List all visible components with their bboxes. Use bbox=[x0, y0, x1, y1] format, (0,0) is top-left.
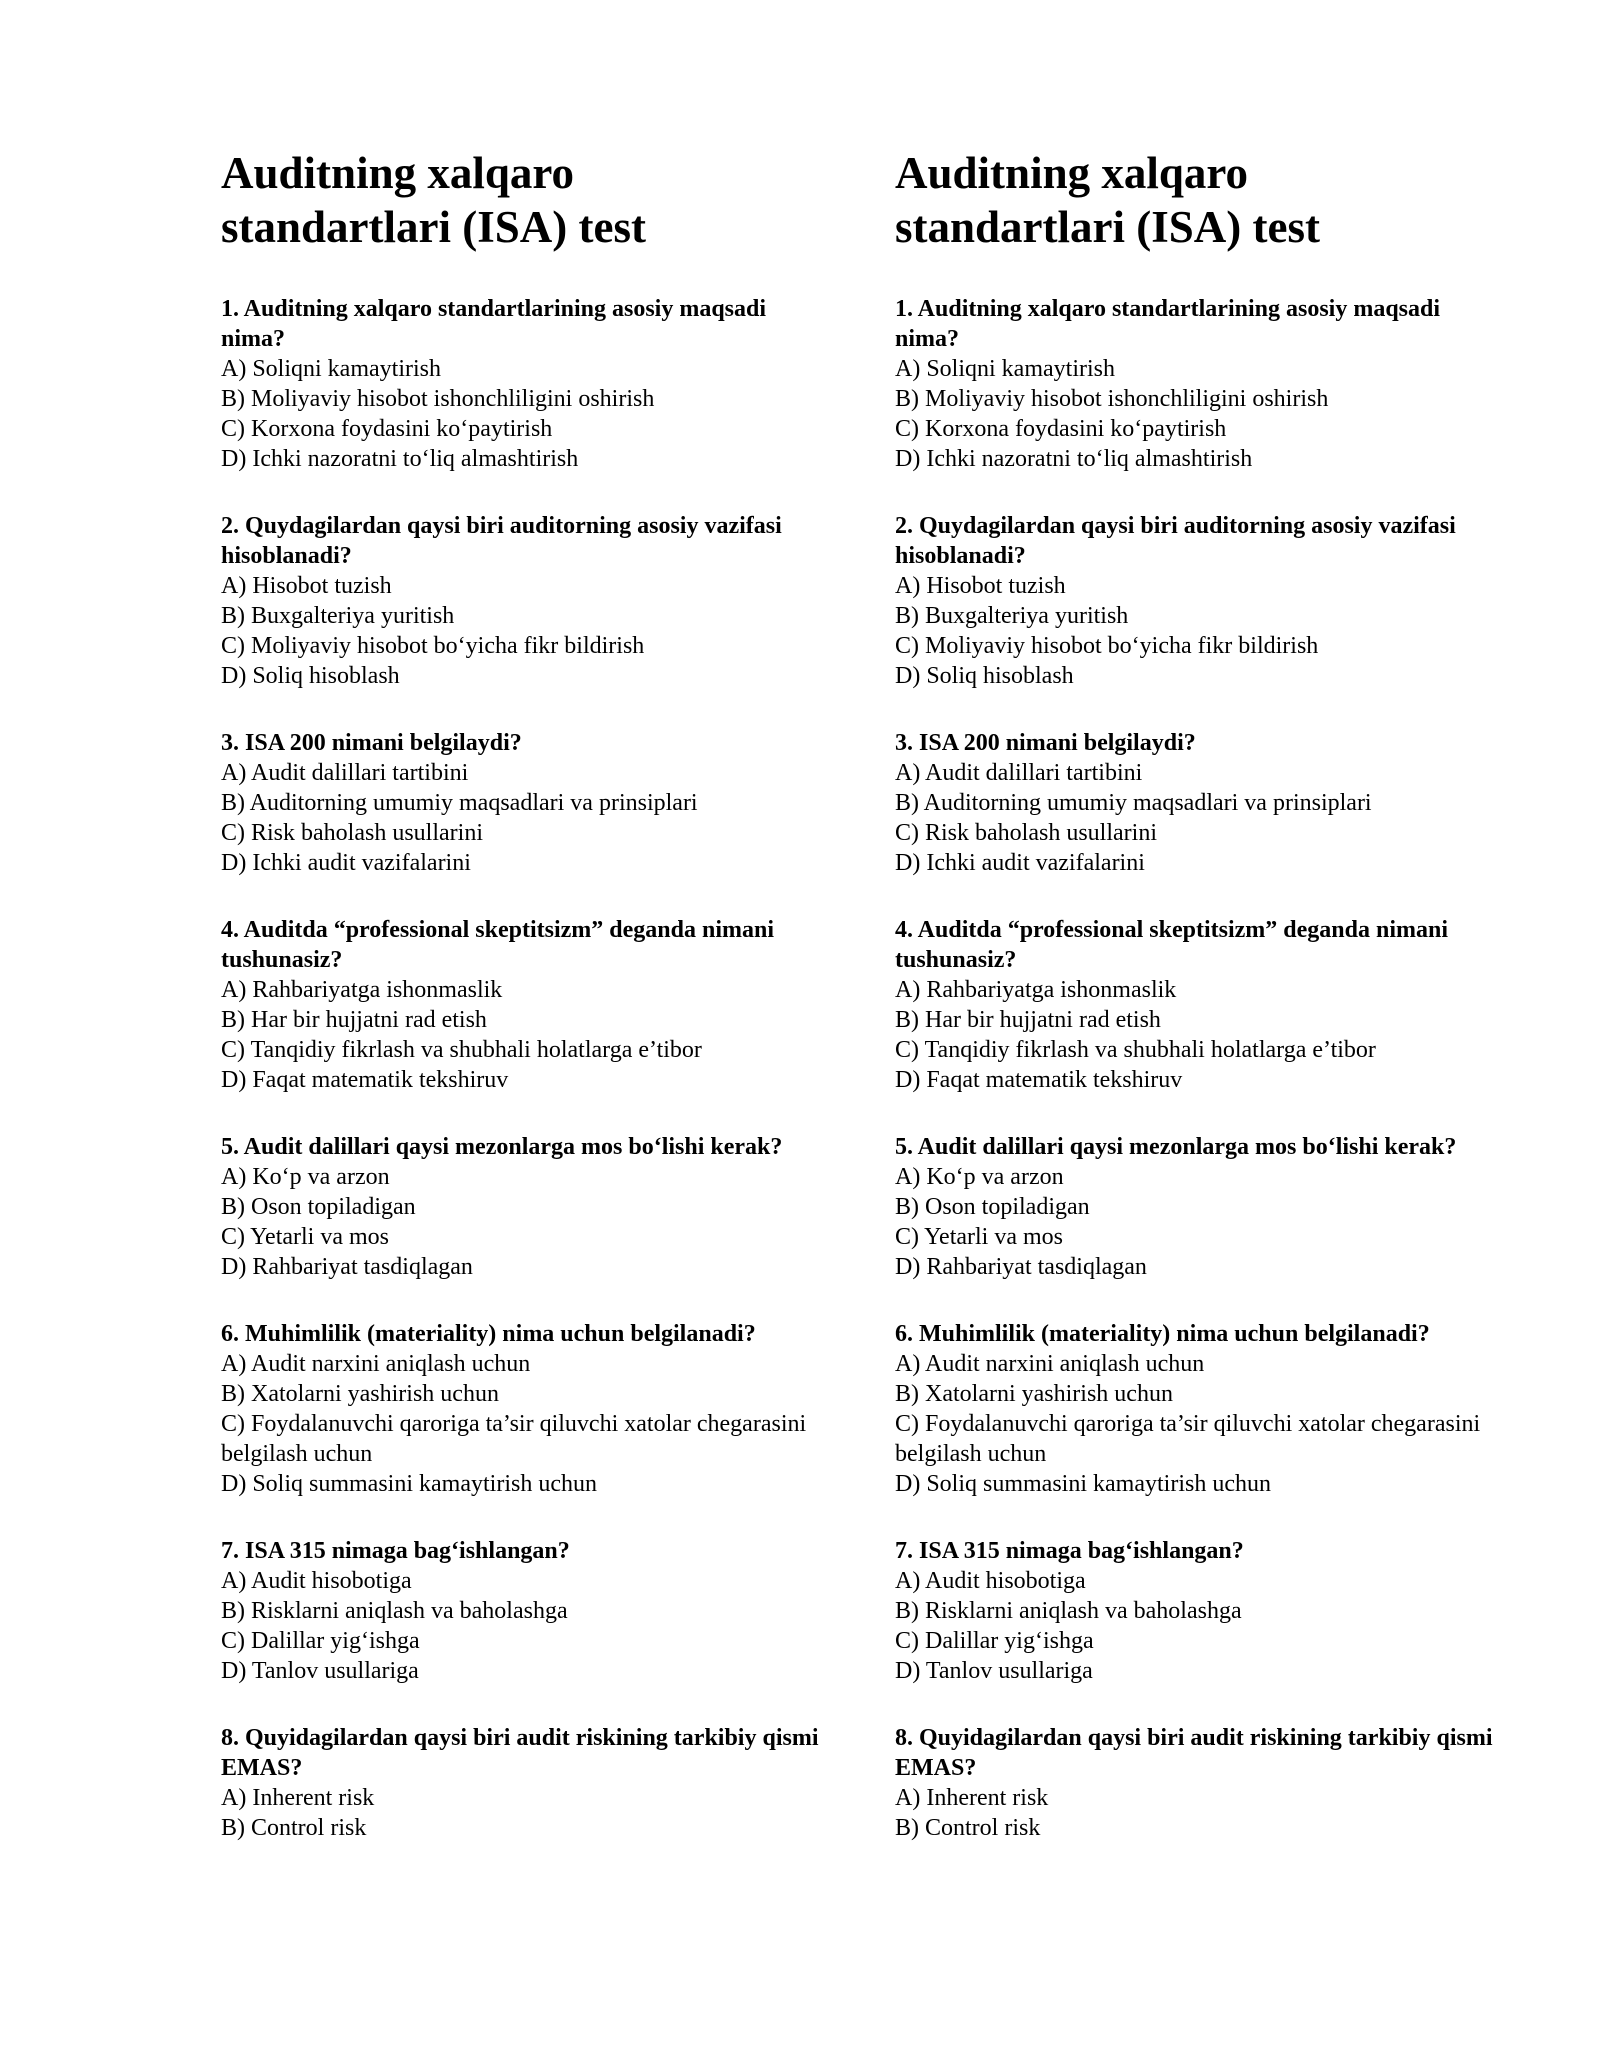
right-column bbox=[895, 146, 1495, 1880]
answer-option-c: C) Tanqidiy fikrlash va shubhali holatlarga e’tibor bbox=[221, 1037, 702, 1063]
answer-option-b: B) Oson topiladigan bbox=[895, 1194, 1090, 1220]
question-text: 2. Quydagilardan qaysi biri auditorning asosiy vazifasi hisoblanadi? bbox=[895, 513, 1456, 569]
question-2 bbox=[221, 511, 821, 691]
answer-option-b: B) Buxgalteriya yuritish bbox=[221, 603, 455, 629]
question-1 bbox=[221, 294, 821, 474]
question-text: 7. ISA 315 nimaga bag‘ishlangan? bbox=[221, 1538, 570, 1564]
answer-option-b: B) Moliyaviy hisobot ishonchliligini oshirish bbox=[221, 386, 655, 412]
question-text: 6. Muhimlilik (materiality) nima uchun belgilanadi? bbox=[221, 1321, 756, 1347]
answer-option-b: B) Oson topiladigan bbox=[221, 1194, 416, 1220]
answer-option-a: A) Soliqni kamaytirish bbox=[221, 356, 441, 382]
answer-option-d: D) Rahbariyat tasdiqlagan bbox=[895, 1254, 1147, 1280]
answer-option-c: C) Moliyaviy hisobot bo‘yicha fikr bildirish bbox=[221, 633, 645, 659]
question-5 bbox=[221, 1132, 821, 1282]
answer-option-b: B) Control risk bbox=[221, 1815, 367, 1841]
question-7 bbox=[895, 1536, 1495, 1686]
answer-option-c: C) Korxona foydasini ko‘paytirish bbox=[221, 416, 553, 442]
answer-option-a: A) Inherent risk bbox=[221, 1785, 375, 1811]
answer-option-c: C) Foydalanuvchi qaroriga ta’sir qiluvchi xatolar chegarasini belgilash uchun bbox=[895, 1411, 1481, 1467]
page-title: Auditning xalqaro standartlari (ISA) test bbox=[895, 148, 1320, 252]
answer-option-c: C) Risk baholash usullarini bbox=[895, 820, 1157, 846]
answer-option-a: A) Audit narxini aniqlash uchun bbox=[221, 1351, 531, 1377]
answer-option-d: D) Ichki audit vazifalarini bbox=[221, 850, 471, 876]
answer-option-d: D) Soliq summasini kamaytirish uchun bbox=[221, 1471, 597, 1497]
answer-option-a: A) Ko‘p va arzon bbox=[221, 1164, 390, 1190]
question-8 bbox=[221, 1723, 821, 1843]
answer-option-a: A) Audit dalillari tartibini bbox=[221, 760, 469, 786]
question-4 bbox=[221, 915, 821, 1095]
question-6 bbox=[895, 1319, 1495, 1499]
answer-option-a: A) Inherent risk bbox=[895, 1785, 1049, 1811]
answer-option-a: A) Rahbariyatga ishonmaslik bbox=[221, 977, 503, 1003]
answer-option-c: C) Dalillar yig‘ishga bbox=[895, 1628, 1094, 1654]
question-text: 1. Auditning xalqaro standartlarining asosiy maqsadi nima? bbox=[221, 296, 767, 352]
answer-option-d: D) Soliq summasini kamaytirish uchun bbox=[895, 1471, 1271, 1497]
question-text: 6. Muhimlilik (materiality) nima uchun belgilanadi? bbox=[895, 1321, 1430, 1347]
answer-option-b: B) Buxgalteriya yuritish bbox=[895, 603, 1129, 629]
answer-option-d: D) Ichki audit vazifalarini bbox=[895, 850, 1145, 876]
answer-option-b: B) Risklarni aniqlash va baholashga bbox=[895, 1598, 1242, 1624]
question-text: 5. Audit dalillari qaysi mezonlarga mos bo‘lishi kerak? bbox=[895, 1134, 1457, 1160]
question-3 bbox=[221, 728, 821, 878]
answer-option-a: A) Soliqni kamaytirish bbox=[895, 356, 1115, 382]
answer-option-c: C) Tanqidiy fikrlash va shubhali holatlarga e’tibor bbox=[895, 1037, 1376, 1063]
answer-option-c: C) Yetarli va mos bbox=[895, 1224, 1063, 1250]
answer-option-d: D) Ichki nazoratni to‘liq almashtirish bbox=[221, 446, 579, 472]
answer-option-a: A) Audit dalillari tartibini bbox=[895, 760, 1143, 786]
answer-option-d: D) Tanlov usullariga bbox=[221, 1658, 419, 1684]
question-text: 4. Auditda “professional skeptitsizm” deganda nimani tushunasiz? bbox=[895, 917, 1448, 973]
question-1 bbox=[895, 294, 1495, 474]
answer-option-a: A) Audit hisobotiga bbox=[895, 1568, 1086, 1594]
answer-option-a: A) Audit narxini aniqlash uchun bbox=[895, 1351, 1205, 1377]
answer-option-a: A) Rahbariyatga ishonmaslik bbox=[895, 977, 1177, 1003]
answer-option-d: D) Soliq hisoblash bbox=[221, 663, 400, 689]
answer-option-c: C) Korxona foydasini ko‘paytirish bbox=[895, 416, 1227, 442]
answer-option-c: C) Risk baholash usullarini bbox=[221, 820, 483, 846]
question-text: 1. Auditning xalqaro standartlarining asosiy maqsadi nima? bbox=[895, 296, 1441, 352]
answer-option-a: A) Hisobot tuzish bbox=[895, 573, 1066, 599]
answer-option-b: B) Xatolarni yashirish uchun bbox=[895, 1381, 1173, 1407]
answer-option-c: C) Yetarli va mos bbox=[221, 1224, 389, 1250]
answer-option-b: B) Xatolarni yashirish uchun bbox=[221, 1381, 499, 1407]
question-text: 7. ISA 315 nimaga bag‘ishlangan? bbox=[895, 1538, 1244, 1564]
question-text: 5. Audit dalillari qaysi mezonlarga mos bo‘lishi kerak? bbox=[221, 1134, 783, 1160]
question-2 bbox=[895, 511, 1495, 691]
answer-option-b: B) Auditorning umumiy maqsadlari va prinsiplari bbox=[895, 790, 1372, 816]
answer-option-c: C) Dalillar yig‘ishga bbox=[221, 1628, 420, 1654]
page-title: Auditning xalqaro standartlari (ISA) test bbox=[221, 148, 646, 252]
left-column bbox=[221, 146, 821, 1880]
answer-option-d: D) Tanlov usullariga bbox=[895, 1658, 1093, 1684]
answer-option-b: B) Har bir hujjatni rad etish bbox=[895, 1007, 1161, 1033]
question-5 bbox=[895, 1132, 1495, 1282]
question-8 bbox=[895, 1723, 1495, 1843]
question-text: 8. Quyidagilardan qaysi biri audit riskining tarkibiy qismi EMAS? bbox=[895, 1725, 1493, 1781]
question-text: 3. ISA 200 nimani belgilaydi? bbox=[895, 730, 1196, 756]
answer-option-d: D) Soliq hisoblash bbox=[895, 663, 1074, 689]
question-3 bbox=[895, 728, 1495, 878]
answer-option-b: B) Moliyaviy hisobot ishonchliligini oshirish bbox=[895, 386, 1329, 412]
answer-option-c: C) Foydalanuvchi qaroriga ta’sir qiluvchi xatolar chegarasini belgilash uchun bbox=[221, 1411, 807, 1467]
answer-option-b: B) Control risk bbox=[895, 1815, 1041, 1841]
answer-option-a: A) Hisobot tuzish bbox=[221, 573, 392, 599]
answer-option-d: D) Rahbariyat tasdiqlagan bbox=[221, 1254, 473, 1280]
question-text: 8. Quyidagilardan qaysi biri audit riskining tarkibiy qismi EMAS? bbox=[221, 1725, 819, 1781]
answer-option-d: D) Faqat matematik tekshiruv bbox=[221, 1067, 509, 1093]
answer-option-b: B) Har bir hujjatni rad etish bbox=[221, 1007, 487, 1033]
question-text: 2. Quydagilardan qaysi biri auditorning asosiy vazifasi hisoblanadi? bbox=[221, 513, 782, 569]
answer-option-c: C) Moliyaviy hisobot bo‘yicha fikr bildirish bbox=[895, 633, 1319, 659]
answer-option-d: D) Faqat matematik tekshiruv bbox=[895, 1067, 1183, 1093]
answer-option-d: D) Ichki nazoratni to‘liq almashtirish bbox=[895, 446, 1253, 472]
question-7 bbox=[221, 1536, 821, 1686]
question-text: 4. Auditda “professional skeptitsizm” deganda nimani tushunasiz? bbox=[221, 917, 774, 973]
question-4 bbox=[895, 915, 1495, 1095]
answer-option-a: A) Ko‘p va arzon bbox=[895, 1164, 1064, 1190]
answer-option-b: B) Risklarni aniqlash va baholashga bbox=[221, 1598, 568, 1624]
answer-option-a: A) Audit hisobotiga bbox=[221, 1568, 412, 1594]
question-text: 3. ISA 200 nimani belgilaydi? bbox=[221, 730, 522, 756]
answer-option-b: B) Auditorning umumiy maqsadlari va prinsiplari bbox=[221, 790, 698, 816]
question-6 bbox=[221, 1319, 821, 1499]
